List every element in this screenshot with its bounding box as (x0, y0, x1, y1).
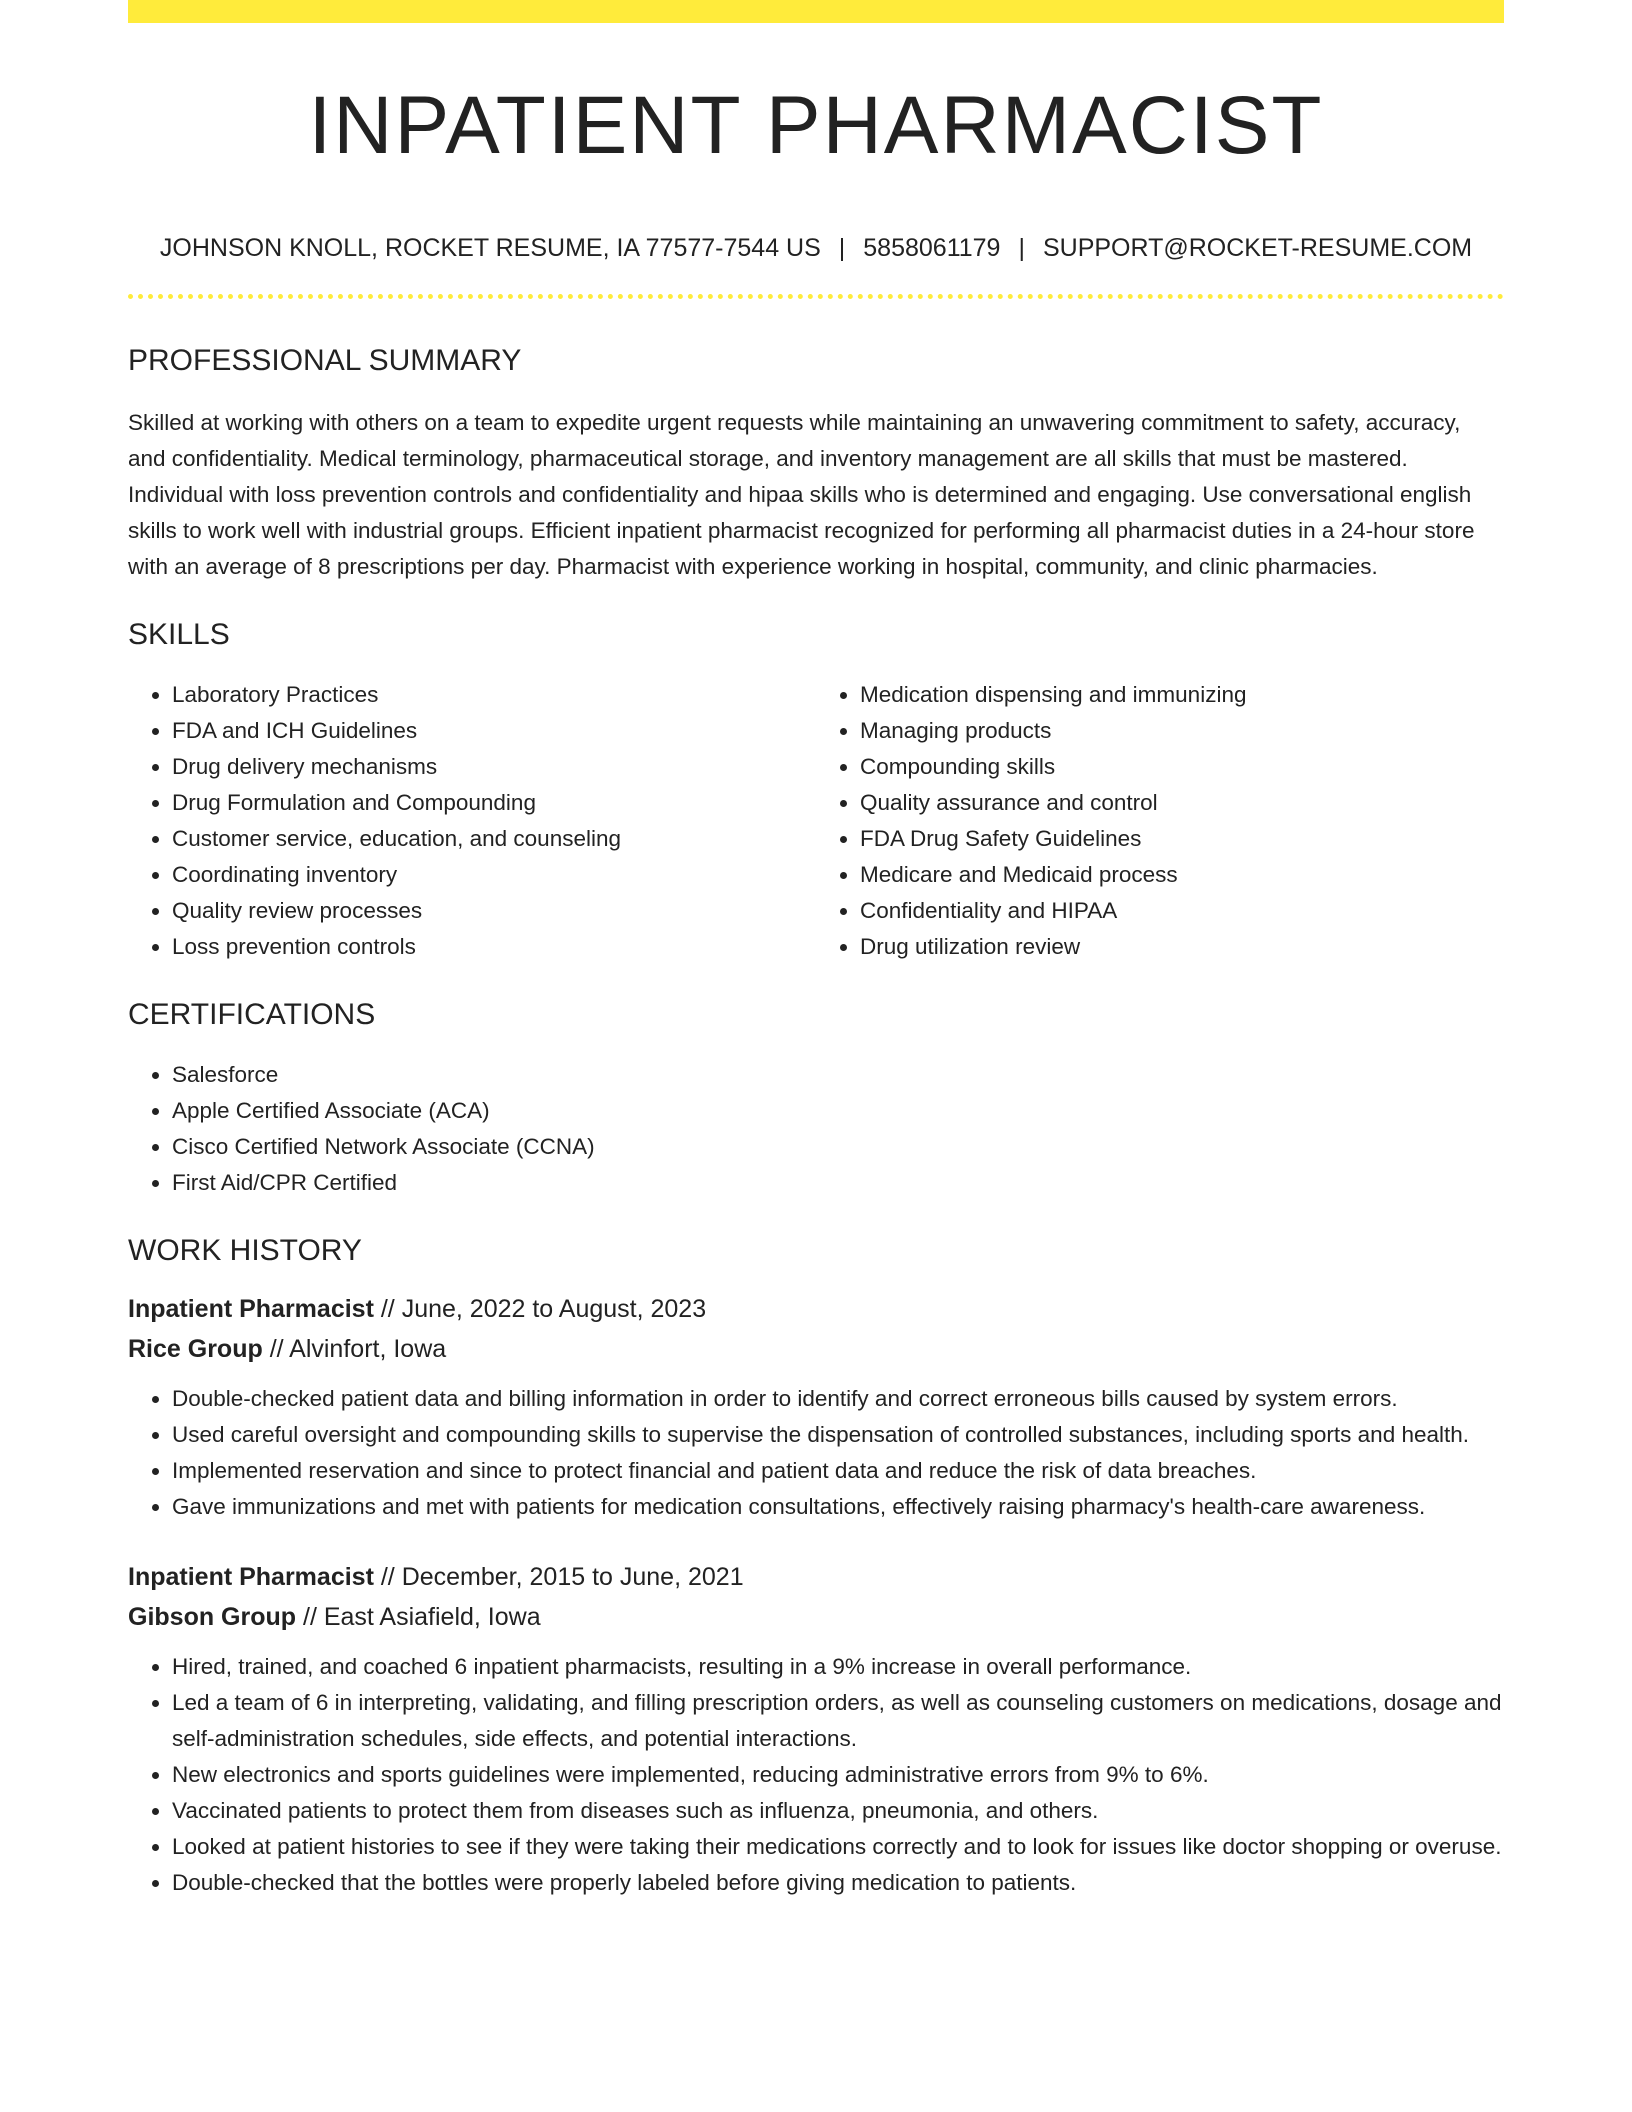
skill-item: • Customer service, education, and counseling (172, 821, 816, 857)
job-dates: // December, 2015 to June, 2021 (373, 1563, 744, 1591)
job-bullet: • Hired, trained, and coached 6 inpatient pharmacists, resulting in a 9% increase in overall performance. (172, 1649, 1504, 1685)
certification-item: • Apple Certified Associate (ACA) (172, 1093, 1504, 1129)
skill-item: • Medicare and Medicaid process (860, 857, 1504, 893)
job-bullet: • Used careful oversight and compounding skills to supervise the dispensation of controlled substances, including sports and health. (172, 1417, 1504, 1453)
email: SUPPORT@ROCKET-RESUME.COM (1042, 234, 1473, 262)
top-accent-bar (128, 0, 1504, 23)
contact-separator: | (838, 234, 846, 262)
resume-title: INPATIENT PHARMACIST (308, 80, 1324, 171)
resume-page (128, 0, 1504, 1901)
skill-item: • Confidentiality and HIPAA (860, 893, 1504, 929)
summary-text: Skilled at working with others on a team to expedite urgent requests while maintaining an unwavering commitment to safety, accuracy, and confidentiality. Medical terminology, pharmaceutical storage, and inventory management are all skills that must be mastered. Individual with loss prevention controls and confidentiality and hipaa skills who is determined and engaging. Use conversational english skills to work well with industrial groups. Efficient inpatient pharmacist recognized for performing all pharmacist duties in a 24-hour store with an average of 8 prescriptions per day. Pharmacist with experience working in hospital, community, and clinic pharmacies. (128, 410, 1475, 579)
skill-item: • Quality assurance and control (860, 785, 1504, 821)
job-location: // East Asiafield, Iowa (296, 1603, 541, 1631)
job-company: Rice Group (128, 1335, 263, 1363)
certifications-list (128, 1057, 1504, 1201)
certification-item: • Salesforce (172, 1057, 1504, 1093)
job-company-line (128, 1597, 1504, 1637)
job-role: Inpatient Pharmacist (128, 1563, 374, 1591)
skill-item: • Drug Formulation and Compounding (172, 785, 816, 821)
skill-item: • Medication dispensing and immunizing (860, 677, 1504, 713)
job-location: // Alvinfort, Iowa (262, 1335, 447, 1363)
certification-item: • First Aid/CPR Certified (172, 1165, 1504, 1201)
skill-item: • Quality review processes (172, 893, 816, 929)
job-company-line (128, 1329, 1504, 1369)
certifications-heading: CERTIFICATIONS (128, 998, 376, 1031)
header-divider (128, 294, 1504, 299)
skills-list-left (128, 677, 816, 965)
skill-item: • Compounding skills (860, 749, 1504, 785)
skill-item: • Managing products (860, 713, 1504, 749)
summary-heading: PROFESSIONAL SUMMARY (128, 344, 522, 377)
job-entry (128, 1289, 1504, 1525)
skill-item: • Laboratory Practices (172, 677, 816, 713)
contact-line (128, 233, 1504, 263)
job-bullets (128, 1381, 1504, 1525)
certification-item: • Cisco Certified Network Associate (CCNA) (172, 1129, 1504, 1165)
work-history-heading: WORK HISTORY (128, 1234, 362, 1267)
job-company: Gibson Group (128, 1603, 297, 1631)
job-bullet: • Vaccinated patients to protect them from diseases such as influenza, pneumonia, and others. (172, 1793, 1504, 1829)
job-bullet: • Looked at patient histories to see if they were taking their medications correctly and to look for issues like doctor shopping or overuse. (172, 1829, 1504, 1865)
job-bullet: • New electronics and sports guidelines were implemented, reducing administrative errors from 9% to 6%. (172, 1757, 1504, 1793)
job-bullet: • Double-checked patient data and billing information in order to identify and correct erroneous bills caused by system errors. (172, 1381, 1504, 1417)
skills-list-right (816, 677, 1504, 965)
skill-item: • Coordinating inventory (172, 857, 816, 893)
job-bullet: • Double-checked that the bottles were properly labeled before giving medication to patients. (172, 1865, 1504, 1901)
job-bullet: • Led a team of 6 in interpreting, validating, and filling prescription orders, as well as counseling customers on medications, dosage and self-administration schedules, side effects, and potential interactions. (172, 1685, 1504, 1757)
skills-columns (128, 677, 1504, 965)
job-bullets (128, 1649, 1504, 1901)
skill-item: • FDA and ICH Guidelines (172, 713, 816, 749)
job-dates: // June, 2022 to August, 2023 (373, 1295, 707, 1323)
skill-item: • Drug utilization review (860, 929, 1504, 965)
job-bullet: • Implemented reservation and since to protect financial and patient data and reduce the risk of data breaches. (172, 1453, 1504, 1489)
job-bullet: • Gave immunizations and met with patients for medication consultations, effectively raising pharmacy's health-care awareness. (172, 1489, 1504, 1525)
address: JOHNSON KNOLL, ROCKET RESUME, IA 77577-7544 US (159, 234, 821, 262)
contact-separator: | (1018, 234, 1025, 262)
job-role: Inpatient Pharmacist (128, 1295, 374, 1323)
job-role-line (128, 1289, 1504, 1329)
skill-item: • Drug delivery mechanisms (172, 749, 816, 785)
job-role-line (128, 1557, 1504, 1597)
skill-item: • FDA Drug Safety Guidelines (860, 821, 1504, 857)
skill-item: • Loss prevention controls (172, 929, 816, 965)
skills-heading: SKILLS (128, 618, 230, 651)
job-entry (128, 1557, 1504, 1901)
phone: 5858061179 (863, 234, 1001, 262)
